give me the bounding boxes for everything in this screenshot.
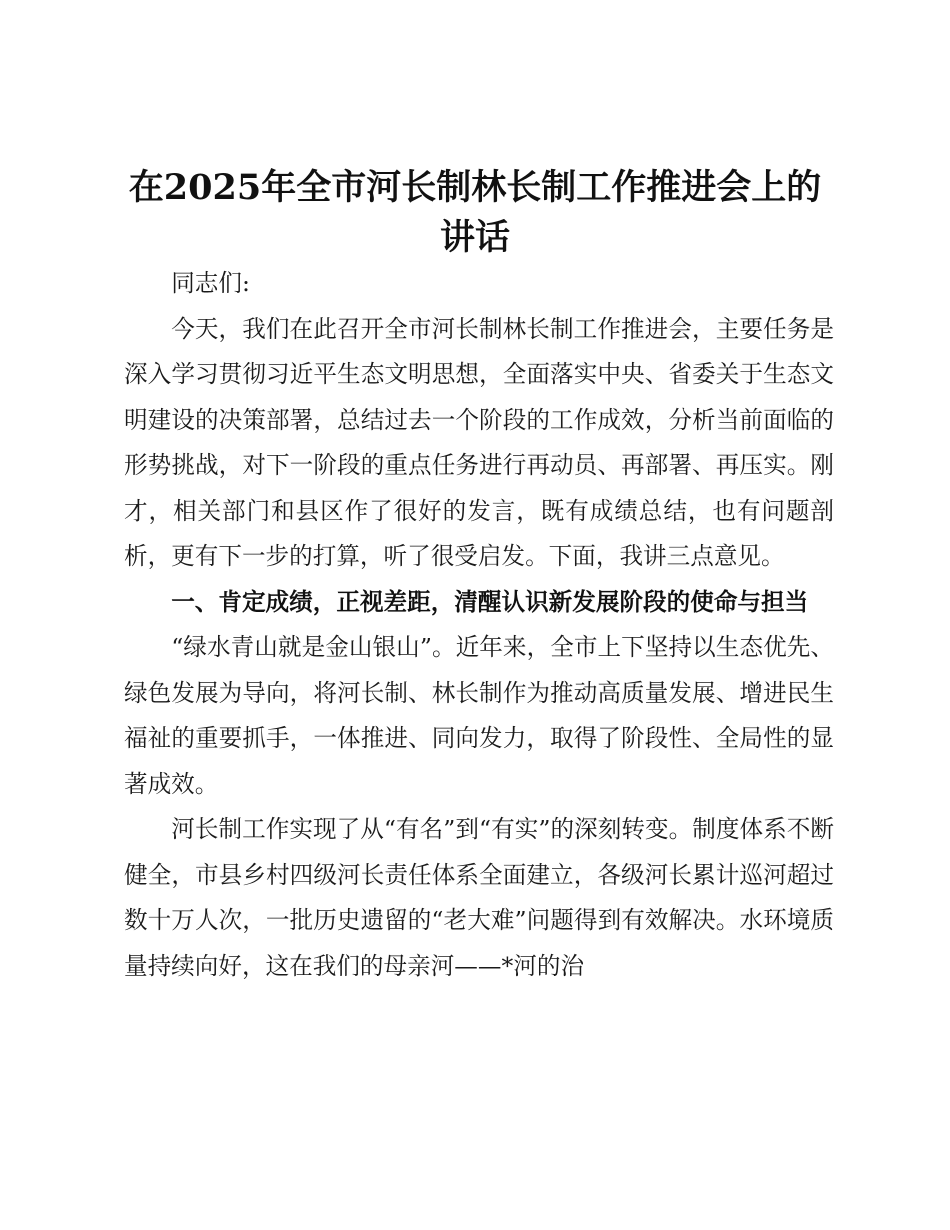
salutation: 同志们: [171,269,250,297]
paragraph-achievements: “绿水青山就是金山银山”。近年来，全市上下坚持以生态优先、绿色发展为导向，将河长制、林长制作为推动高质量发展、增进民生福祉的重要抓手，一体推进、同向发力，取得了阶段性、全局性的显著成效。 [124,633,834,798]
document-title: 在2025年全市河长制林长制工作推进会上的讲话 [128,167,822,258]
section-heading-1: 一、肯定成绩，正视差距，清醒认识新发展阶段的使命与担当 [171,587,809,616]
paragraph-intro: 今天，我们在此召开全市河长制林长制工作推进会，主要任务是深入学习贯彻习近平生态文明思想，全面落实中央、省委关于生态文明建设的决策部署，总结过去一个阶段的工作成效，分析当前面临的形势挑战，对下一阶段的重点任务进行再动员、再部署、再压实。刚才，相关部门和县区作了很好的发言，既有成绩总结，也有问题剖析，更有下一步的打算，听了很受启发。下面，我讲三点意见。 [124,314,834,570]
paragraph-river-chief: 河长制工作实现了从“有名”到“有实”的深刻转变。制度体系不断健全，市县乡村四级河长责任体系全面建立，各级河长累计巡河超过数十万人次，一批历史遗留的“老大难”问题得到有效解决。水环境质量持续向好，这在我们的母亲河——*河的治 [124,815,834,980]
document-body [124,261,834,989]
